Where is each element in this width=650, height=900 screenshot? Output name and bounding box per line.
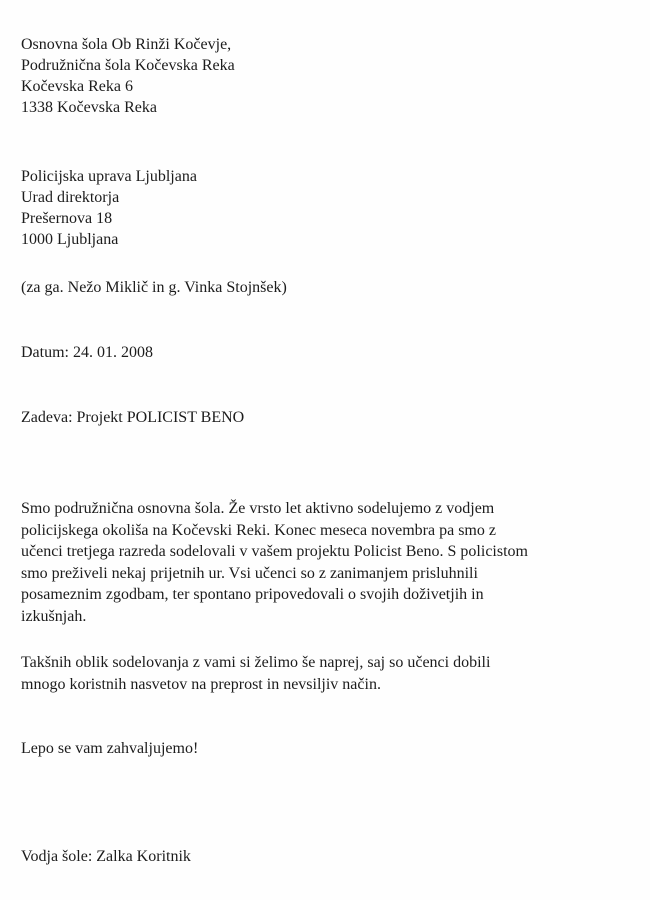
signature-text: Vodja šole: Zalka Koritnik: [21, 848, 191, 865]
recipient-line: 1000 Ljubljana: [21, 231, 119, 248]
closing-phrase: [21, 738, 641, 759]
letter-date: [21, 342, 641, 363]
body-line: izkušnjah.: [21, 607, 87, 625]
sender-address: [21, 34, 641, 118]
body-line: mnogo koristnih nasvetov na preprost in nevsiljiv način.: [21, 675, 381, 693]
sender-line: Podružnična šola Kočevska Reka: [21, 57, 235, 74]
letter-subject: [21, 407, 641, 428]
recipient-line: Policijska uprava Ljubljana: [21, 168, 197, 185]
body-line: posameznim zgodbam, ter spontano pripovedovali o svojih doživetjih in: [21, 586, 484, 604]
recipient-line: Prešernova 18: [21, 210, 113, 227]
sender-line: Osnovna šola Ob Rinži Kočevje,: [21, 36, 232, 53]
attention-line: [21, 277, 641, 298]
attention-text: (za ga. Nežo Miklič in g. Vinka Stojnšek): [21, 279, 287, 296]
body-paragraph-2: [21, 652, 641, 695]
body-line: smo preživeli nekaj prijetnih ur. Vsi učenci so z zanimanjem prisluhnili: [21, 564, 478, 582]
recipient-address: [21, 166, 641, 250]
recipient-line: Urad direktorja: [21, 189, 120, 206]
subject-text: Zadeva: Projekt POLICIST BENO: [21, 409, 245, 426]
signature-line: [21, 846, 641, 867]
closing-text: Lepo se vam zahvaljujemo!: [21, 740, 199, 757]
body-line: Smo podružnična osnovna šola. Že vrsto let aktivno sodelujemo z vodjem: [21, 500, 495, 517]
date-text: Datum: 24. 01. 2008: [21, 344, 153, 361]
body-line: policijskega okoliša na Kočevski Reki. Konec meseca novembra pa smo z: [21, 521, 496, 539]
body-paragraph-1: [21, 498, 641, 628]
body-line: Takšnih oblik sodelovanja z vami si želimo še naprej, saj so učenci dobili: [21, 654, 491, 671]
body-line: učenci tretjega razreda sodelovali v vašem projektu Policist Beno. S policistom: [21, 543, 528, 561]
sender-line: Kočevska Reka 6: [21, 78, 133, 95]
sender-line: 1338 Kočevska Reka: [21, 99, 157, 116]
